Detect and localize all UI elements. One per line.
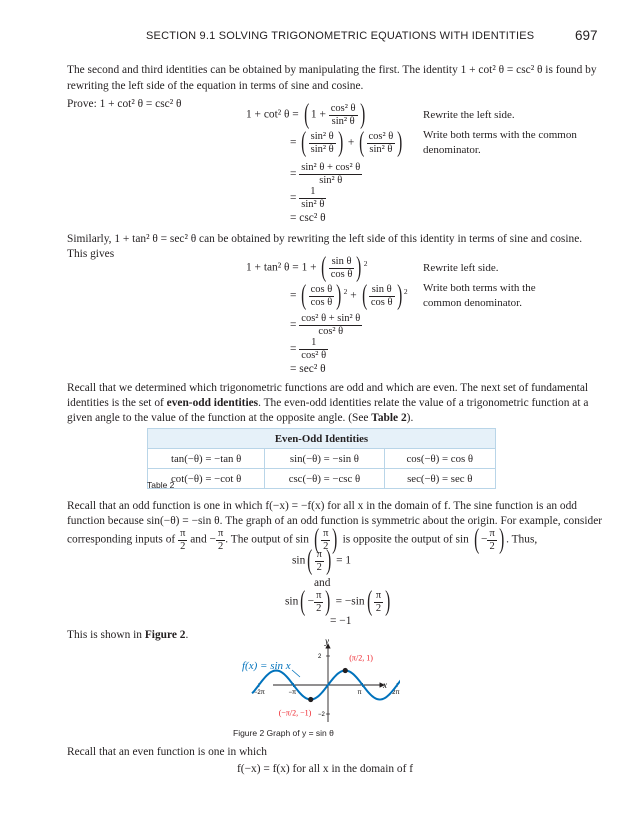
paragraph-2-line-1: Similarly, 1 + tan² θ = sec² θ can be obtained by rewriting the left side of this identity in terms of sine and cosine. (67, 233, 583, 245)
y-tick-label: −2 (318, 712, 325, 718)
function-label-leader (292, 670, 300, 677)
point-pi-over-2 (343, 668, 348, 673)
table-cell: csc(−θ) = −csc θ (265, 469, 384, 489)
x-tick-label: −2π (253, 690, 265, 696)
running-header-section: SECTION 9.1 SOLVING TRIGONOMETRIC EQUATIONS WITH IDENTITIES (146, 30, 535, 42)
paragraph-4-line-1: Recall that an odd function is one in which f(−x) = −f(x) for all x in the domain of f. The sine function is an odd (67, 500, 578, 512)
table-caption: Table 2 (147, 480, 175, 490)
paragraph-4-line-3: corresponding inputs of $\frac{\pi}{2}$ and − $\frac{\pi}{2}$ . The output of sin ( $\frac{\pi}{2}$ ) is opposite the output of sin ( − $\frac{\pi}{2}$ ) . Thus, (67, 524, 538, 555)
proof2-step5: = sec² θ (290, 363, 326, 375)
table-cell: sec(−θ) = sec θ (384, 469, 495, 489)
y-tick-label: 2 (318, 654, 322, 660)
proof1-step4: = $\frac{1}{\text{sin² θ}}$ (290, 186, 325, 210)
table-cell: tan(−θ) = −tan θ (148, 449, 265, 469)
proof1-note-2b: denominator. (423, 144, 481, 156)
paragraph-3-line-1: Recall that we determined which trigonometric functions are odd and which are even. The next set of fundamental (67, 382, 589, 394)
proof1-step3: = $\frac{\text{sin² θ + cos² θ}}{\text{sin² θ}}$ (290, 162, 361, 186)
x-tick-label: π (357, 690, 362, 696)
paragraph-1-line-1: The second and third identities can be obtained by manipulating the first. The identity 1 + cot² θ = csc² θ is found by (67, 64, 597, 76)
table-cell: cos(−θ) = cos θ (384, 449, 495, 469)
paragraph-1-line-2: rewriting the left side of the equation in terms of sine and cosine. (67, 80, 364, 92)
proof2-step4: = $\frac{1}{\text{cos² θ}}$ (290, 337, 327, 361)
paragraph-3-line-3: given angle to the value of the function at the opposite angle. (See Table 2). (67, 412, 414, 424)
paragraph-2-line-2: This gives (67, 248, 115, 260)
paragraph-4-line-2: function because sin(−θ) = −sin θ. The graph of an odd function is symmetric about the origin. For example, consider (67, 515, 603, 527)
paragraph-5: This is shown in Figure 2. (67, 629, 189, 641)
paragraph-3-line-2: identities is the set of even-odd identities. The even-odd identities relate the value of a trigonometric function at a (67, 397, 589, 409)
odd-eq-3: = −1 (330, 615, 352, 627)
proof2-lhs: 1 + tan² θ = 1 + ( $\frac{\text{sin θ}}{\text{cos θ}}$ ) $^2$ (246, 252, 368, 283)
proof2-note-2b: common denominator. (423, 297, 522, 309)
proof1-note-2a: Write both terms with the common (423, 129, 577, 141)
point-label-negative: (−π/2, −1) (278, 708, 312, 718)
sine-graph (240, 636, 400, 728)
paragraph-6: Recall that an even function is one in which (67, 746, 267, 758)
odd-eq-and: and (314, 577, 331, 589)
point-label-positive: (π/2, 1) (349, 653, 373, 663)
proof2-note-1: Rewrite left side. (423, 262, 499, 274)
point-neg-pi-over-2 (308, 697, 313, 702)
table-cell: cot(−θ) = −cot θ (148, 469, 265, 489)
proof1-step2: = ( $\frac{\text{sin² θ}}{\text{sin² θ}}$ ) + ( $\frac{\text{cos² θ}}{\text{sin² θ}}$ ) (290, 127, 403, 158)
x-tick-label: −π (288, 690, 297, 696)
prove-label: Prove: 1 + cot² θ = csc² θ (67, 98, 182, 110)
odd-eq-2: sin( − $\frac{\pi}{2}$ ) = −sin( $\frac{\pi}{2}$ ) (285, 586, 391, 617)
x-tick-label: 2π (392, 690, 400, 696)
table-row (148, 449, 496, 469)
x-axis-label: x (383, 680, 387, 690)
table-row (148, 469, 496, 489)
function-label: f(x) = sin x (242, 660, 291, 672)
proof1-note-1: Rewrite the left side. (423, 109, 515, 121)
figure-caption: Figure 2 Graph of y = sin θ (233, 728, 334, 738)
proof1-step5: = csc² θ (290, 212, 326, 224)
table-title: Even-Odd Identities (148, 429, 496, 449)
proof2-note-2a: Write both terms with the (423, 282, 536, 294)
table-cell: sin(−θ) = −sin θ (265, 449, 384, 469)
y-axis-label: y (325, 636, 329, 646)
even-function-equation: f(−x) = f(x) for all x in the domain of f (237, 763, 414, 775)
even-odd-table (147, 428, 496, 489)
proof2-step3: = $\frac{\text{cos² θ + sin² θ}}{\text{cos² θ}}$ (290, 313, 361, 337)
odd-eq-1: sin( $\frac{\pi}{2}$ ) = 1 (292, 545, 352, 576)
page-number: 697 (575, 28, 598, 43)
proof2-step2: = ( $\frac{\text{cos θ}}{\text{cos θ}}$ ) $^2$ + ( $\frac{\text{sin θ}}{\text{cos θ}}$ ) $^2$ (290, 280, 408, 311)
proof1-lhs: 1 + cot² θ = ( 1 + $\frac{\text{cos² θ}}{\text{sin² θ}}$ ) (246, 99, 365, 130)
